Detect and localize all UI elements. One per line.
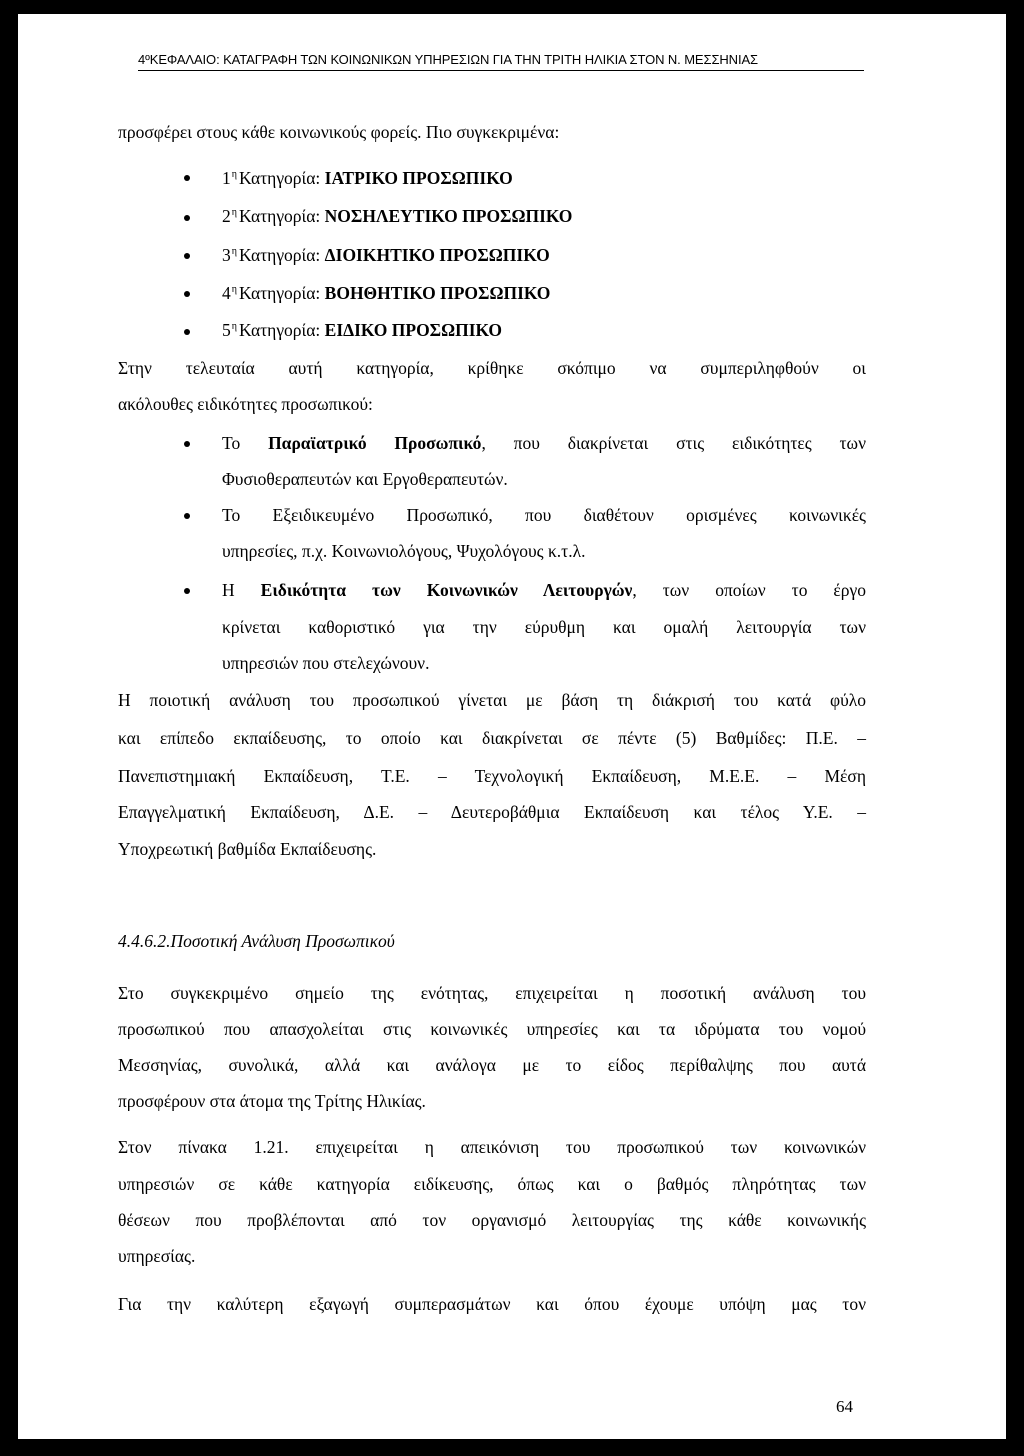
paragraph-line: Για την καλύτερη εξαγωγή συμπερασμάτων και όπου έχουμε υπόψη μας τον [118, 1294, 866, 1314]
paragraph-line: Μεσσηνίας, συνολικά, αλλά και ανάλογα με το είδος περίθαλψης που αυτά [118, 1055, 866, 1075]
bullet-icon [184, 513, 190, 519]
bullet-icon [184, 215, 190, 221]
specialty-line: Φυσιοθεραπευτών και Εργοθεραπευτών. [222, 469, 508, 489]
running-header: 4ºΚΕΦΑΛΑΙΟ: ΚΑΤΑΓΡΑΦΗ ΤΩΝ ΚΟΙΝΩΝΙΚΩΝ ΥΠΗΡΕΣΙΩΝ ΓΙΑ ΤΗΝ ΤΡΙΤΗ ΗΛΙΚΙΑ ΣΤΟΝ Ν. ΜΕΣΣΗΝΙΑΣ [138, 52, 864, 71]
bullet-icon [184, 175, 190, 181]
section-heading: 4.4.6.2.Ποσοτική Ανάλυση Προσωπικού [118, 931, 395, 951]
specialty-line: Το Εξειδικευμένο Προσωπικό, που διαθέτουν ορισμένες κοινωνικές [222, 505, 866, 525]
paragraph-line: Η ποιοτική ανάλυση του προσωπικού γίνεται με βάση τη διάκρισή του κατά φύλο [118, 690, 866, 710]
paragraph-line: ακόλουθες ειδικότητες προσωπικού: [118, 394, 373, 414]
page-number: 64 [836, 1397, 853, 1416]
category-item: $5^\eta$ Κατηγορία: ΕΙΔΙΚΟ ΠΡΟΣΩΠΙΚΟ [222, 320, 503, 340]
bullet-icon [184, 441, 190, 447]
intro-line: προσφέρει στους κάθε κοινωνικούς φορείς. Πιο συγκεκριμένα: [118, 122, 560, 142]
category-item: $4^\eta$ Κατηγορία: ΒΟΗΘΗΤΙΚΟ ΠΡΟΣΩΠΙΚΟ [222, 283, 551, 303]
bullet-icon [184, 329, 190, 335]
specialty-line: κρίνεται καθοριστικό για την εύρυθμη και ομαλή λειτουργία των [222, 617, 866, 637]
paragraph-line: Επαγγελματική Εκπαίδευση, Δ.Ε. – Δευτεροβάθμια Εκπαίδευση και τέλος Υ.Ε. – [118, 802, 866, 822]
paragraph-line: υπηρεσιών σε κάθε κατηγορία ειδίκευσης, όπως και ο βαθμός πληρότητας των [118, 1174, 866, 1194]
paragraph-line: Στον πίνακα 1.21. επιχειρείται η απεικόνιση του προσωπικού των κοινωνικών [118, 1137, 866, 1157]
category-item: $3^\eta$ Κατηγορία: ΔΙΟΙΚΗΤΙΚΟ ΠΡΟΣΩΠΙΚΟ [222, 245, 550, 265]
bullet-icon [184, 253, 190, 259]
bullet-icon [184, 291, 190, 297]
category-item: $1^\eta$ Κατηγορία: ΙΑΤΡΙΚΟ ΠΡΟΣΩΠΙΚΟ [222, 168, 513, 188]
paragraph-line: και επίπεδο εκπαίδευσης, το οποίο και διακρίνεται σε πέντε (5) Βαθμίδες: Π.Ε. – [118, 728, 866, 748]
paragraph-line: Υποχρεωτική βαθμίδα Εκπαίδευσης. [118, 839, 377, 859]
paragraph-line: προσωπικού που απασχολείται στις κοινωνικές υπηρεσίες και τα ιδρύματα του νομού [118, 1019, 866, 1039]
paragraph-line: υπηρεσίας. [118, 1246, 196, 1266]
specialty-line: υπηρεσιών που στελεχώνουν. [222, 653, 430, 673]
specialty-line: Το Παραϊατρικό Προσωπικό, που διακρίνεται στις ειδικότητες των [222, 433, 866, 453]
paragraph-line: θέσεων που προβλέπονται από τον οργανισμό λειτουργίας της κάθε κοινωνικής [118, 1210, 866, 1230]
category-item: $2^\eta$ Κατηγορία: ΝΟΣΗΛΕΥΤΙΚΟ ΠΡΟΣΩΠΙΚΟ [222, 206, 573, 226]
specialty-line: υπηρεσίες, π.χ. Κοινωνιολόγους, Ψυχολόγους κ.τ.λ. [222, 541, 586, 561]
paragraph-line: Στην τελευταία αυτή κατηγορία, κρίθηκε σκόπιμο να συμπεριληφθούν οι [118, 358, 866, 378]
specialty-line: Η Ειδικότητα των Κοινωνικών Λειτουργών, των οποίων το έργο [222, 580, 866, 600]
paragraph-line: προσφέρουν στα άτομα της Τρίτης Ηλικίας. [118, 1091, 426, 1111]
paragraph-line: Πανεπιστημιακή Εκπαίδευση, Τ.Ε. – Τεχνολογική Εκπαίδευση, Μ.Ε.Ε. – Μέση [118, 766, 866, 786]
bullet-icon [184, 588, 190, 594]
paragraph-line: Στο συγκεκριμένο σημείο της ενότητας, επιχειρείται η ποσοτική ανάλυση του [118, 983, 866, 1003]
